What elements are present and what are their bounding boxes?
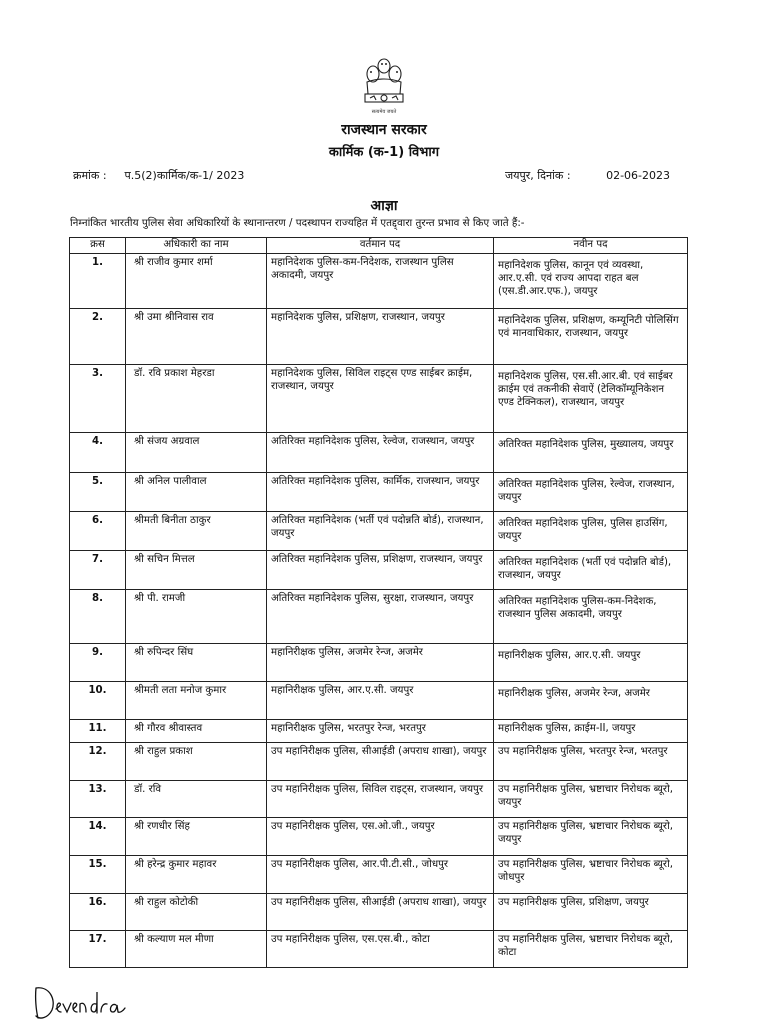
place-label: जयपुर, दिनांक : [505, 169, 571, 182]
officer-name: श्री सचिन मित्तल [126, 551, 267, 590]
new-post: अतिरिक्त महानिदेशक पुलिस, मुख्यालय, जयपुर [494, 433, 688, 473]
officer-name: श्रीमती लता मनोज कुमार [126, 682, 267, 720]
current-post: महानिरीक्षक पुलिस, आर.ए.सी. जयपुर [267, 682, 494, 720]
table-row [70, 856, 688, 894]
officer-name: श्री पी. रामजी [126, 590, 267, 644]
current-post: उप महानिरीक्षक पुलिस, सीआईडी (अपराध शाखा), जयपुर [267, 743, 494, 781]
current-post: उप महानिरीक्षक पुलिस, एस.ओ.जी., जयपुर [267, 818, 494, 856]
officer-name: श्री गौरव श्रीवास्तव [126, 720, 267, 743]
current-post: अतिरिक्त महानिदेशक पुलिस, प्रशिक्षण, राजस्थान, जयपुर [267, 551, 494, 590]
officer-name: श्रीमती बिनीता ठाकुर [126, 512, 267, 551]
officer-name: डॉ. रवि [126, 781, 267, 818]
serial-number: 2. [70, 309, 126, 365]
table-row [70, 309, 688, 365]
table-row [70, 682, 688, 720]
table-row [70, 473, 688, 512]
table-row [70, 254, 688, 309]
serial-number: 3. [70, 365, 126, 433]
order-title: आज्ञा [370, 198, 398, 214]
new-post: महानिदेशक पुलिस, एस.सी.आर.बी. एवं साईबर क्राईम एवं तकनीकी सेवाऐं (टेलिकॉम्यूनिकेशन एण्ड टेक्निकल), राजस्थान, जयपुर [494, 365, 688, 433]
current-post: महानिरीक्षक पुलिस, भरतपुर रेन्ज, भरतपुर [267, 720, 494, 743]
new-post: उप महानिरीक्षक पुलिस, भरतपुर रेन्ज, भरतपुर [494, 743, 688, 781]
table-row [70, 720, 688, 743]
table-row [70, 551, 688, 590]
current-post: अतिरिक्त महानिदेशक पुलिस, सुरक्षा, राजस्थान, जयपुर [267, 590, 494, 644]
reference-number [73, 168, 244, 183]
header-officer-name: अधिकारी का नाम [126, 238, 267, 254]
serial-number: 7. [70, 551, 126, 590]
officer-name: श्री रणधीर सिंह [126, 818, 267, 856]
transfer-table [69, 237, 688, 968]
current-post: उप महानिरीक्षक पुलिस, सिविल राइट्स, राजस्थान, जयपुर [267, 781, 494, 818]
current-post: अतिरिक्त महानिदेशक (भर्ती एवं पदोन्नति बोर्ड), राजस्थान, जयपुर [267, 512, 494, 551]
serial-number: 11. [70, 720, 126, 743]
table-row [70, 512, 688, 551]
emblem-motto: सत्यमेव जयते [371, 109, 397, 115]
officer-name: श्री हरेन्द्र कुमार महावर [126, 856, 267, 894]
header-current-post: वर्तमान पद [267, 238, 494, 254]
officer-name: श्री राजीव कुमार शर्मा [126, 254, 267, 309]
new-post: महानिदेशक पुलिस, प्रशिक्षण, कम्यूनिटी पोलिसिंग एवं मानवाधिकार, राजस्थान, जयपुर [494, 309, 688, 365]
header-new-post: नवीन पद [494, 238, 688, 254]
new-post: उप महानिरीक्षक पुलिस, भ्रष्टाचार निरोधक ब्यूरो, जयपुर [494, 818, 688, 856]
serial-number: 12. [70, 743, 126, 781]
reference-value: प.5(2)कार्मिक/क-1/ 2023 [124, 169, 245, 182]
new-post: उप महानिरीक्षक पुलिस, भ्रष्टाचार निरोधक ब्यूरो, जोधपुर [494, 856, 688, 894]
serial-number: 10. [70, 682, 126, 720]
current-post: महानिरीक्षक पुलिस, अजमेर रेन्ज, अजमेर [267, 644, 494, 682]
serial-number: 8. [70, 590, 126, 644]
new-post: महानिरीक्षक पुलिस, अजमेर रेन्ज, अजमेर [494, 682, 688, 720]
current-post: अतिरिक्त महानिदेशक पुलिस, कार्मिक, राजस्थान, जयपुर [267, 473, 494, 512]
table-row [70, 743, 688, 781]
new-post: उप महानिरीक्षक पुलिस, भ्रष्टाचार निरोधक ब्यूरो, कोटा [494, 931, 688, 968]
current-post: महानिदेशक पुलिस, प्रशिक्षण, राजस्थान, जयपुर [267, 309, 494, 365]
table-row [70, 590, 688, 644]
new-post: अतिरिक्त महानिदेशक पुलिस-कम-निदेशक, राजस्थान पुलिस अकादमी, जयपुर [494, 590, 688, 644]
current-post: अतिरिक्त महानिदेशक पुलिस, रेल्वेज, राजस्थान, जयपुर [267, 433, 494, 473]
new-post: महानिरीक्षक पुलिस, क्राईम-II, जयपुर [494, 720, 688, 743]
table-row [70, 365, 688, 433]
current-post: महानिदेशक पुलिस-कम-निदेशक, राजस्थान पुलिस अकादमी, जयपुर [267, 254, 494, 309]
serial-number: 6. [70, 512, 126, 551]
serial-number: 5. [70, 473, 126, 512]
new-post: उप महानिरीक्षक पुलिस, भ्रष्टाचार निरोधक ब्यूरो, जयपुर [494, 781, 688, 818]
serial-number: 9. [70, 644, 126, 682]
order-date: 02-06-2023 [606, 169, 671, 182]
government-title: राजस्थान सरकार [341, 122, 427, 138]
table-row [70, 781, 688, 818]
table-row [70, 818, 688, 856]
officer-name: श्री अनिल पालीवाल [126, 473, 267, 512]
new-post: अतिरिक्त महानिदेशक पुलिस, पुलिस हाउसिंग, जयपुर [494, 512, 688, 551]
table-header-row [70, 238, 688, 254]
serial-number: 4. [70, 433, 126, 473]
serial-number: 14. [70, 818, 126, 856]
table-row [70, 931, 688, 968]
current-post: उप महानिरीक्षक पुलिस, एस.एस.बी., कोटा [267, 931, 494, 968]
serial-number: 17. [70, 931, 126, 968]
new-post: उप महानिरीक्षक पुलिस, प्रशिक्षण, जयपुर [494, 894, 688, 931]
current-post: उप महानिरीक्षक पुलिस, सीआईडी (अपराध शाखा), जयपुर [267, 894, 494, 931]
officer-name: श्री उमा श्रीनिवास राव [126, 309, 267, 365]
officer-name: डॉ. रवि प्रकाश मेहरडा [126, 365, 267, 433]
new-post: महानिदेशक पुलिस, कानून एवं व्यवस्था, आर.ए.सी. एवं राज्य आपदा राहत बल (एस.डी.आर.एफ.), जयपुर [494, 254, 688, 309]
serial-number: 13. [70, 781, 126, 818]
department-title: कार्मिक (क-1) विभाग [328, 145, 440, 160]
order-intro: निम्नांकित भारतीय पुलिस सेवा अधिकारियों के स्थानान्तरण / पदस्थापन राज्यहित में एतद्द्वारा तुरन्त प्रभाव से किए जाते हैं:- [70, 217, 525, 229]
reference-label: क्रमांक : [73, 169, 107, 182]
officer-name: श्री कल्याण मल मीणा [126, 931, 267, 968]
new-post: अतिरिक्त महानिदेशक (भर्ती एवं पदोन्नति बोर्ड), राजस्थान, जयपुर [494, 551, 688, 590]
serial-number: 16. [70, 894, 126, 931]
current-post: महानिदेशक पुलिस, सिविल राइट्स एण्ड साईबर क्राईम, राजस्थान, जयपुर [267, 365, 494, 433]
handwritten-signature [30, 982, 130, 1026]
new-post: अतिरिक्त महानिदेशक पुलिस, रेल्वेज, राजस्थान, जयपुर [494, 473, 688, 512]
officer-name: श्री राहुल प्रकाश [126, 743, 267, 781]
officer-name: श्री राहुल कोटोकी [126, 894, 267, 931]
new-post: महानिरीक्षक पुलिस, आर.ए.सी. जयपुर [494, 644, 688, 682]
officer-name: श्री संजय अग्रवाल [126, 433, 267, 473]
header-serial: क्रस [70, 238, 126, 254]
serial-number: 1. [70, 254, 126, 309]
table-row [70, 644, 688, 682]
place-date [505, 168, 670, 183]
current-post: उप महानिरीक्षक पुलिस, आर.पी.टी.सी., जोधपुर [267, 856, 494, 894]
officer-name: श्री रुपिन्दर सिंघ [126, 644, 267, 682]
table-row [70, 433, 688, 473]
table-row [70, 894, 688, 931]
serial-number: 15. [70, 856, 126, 894]
